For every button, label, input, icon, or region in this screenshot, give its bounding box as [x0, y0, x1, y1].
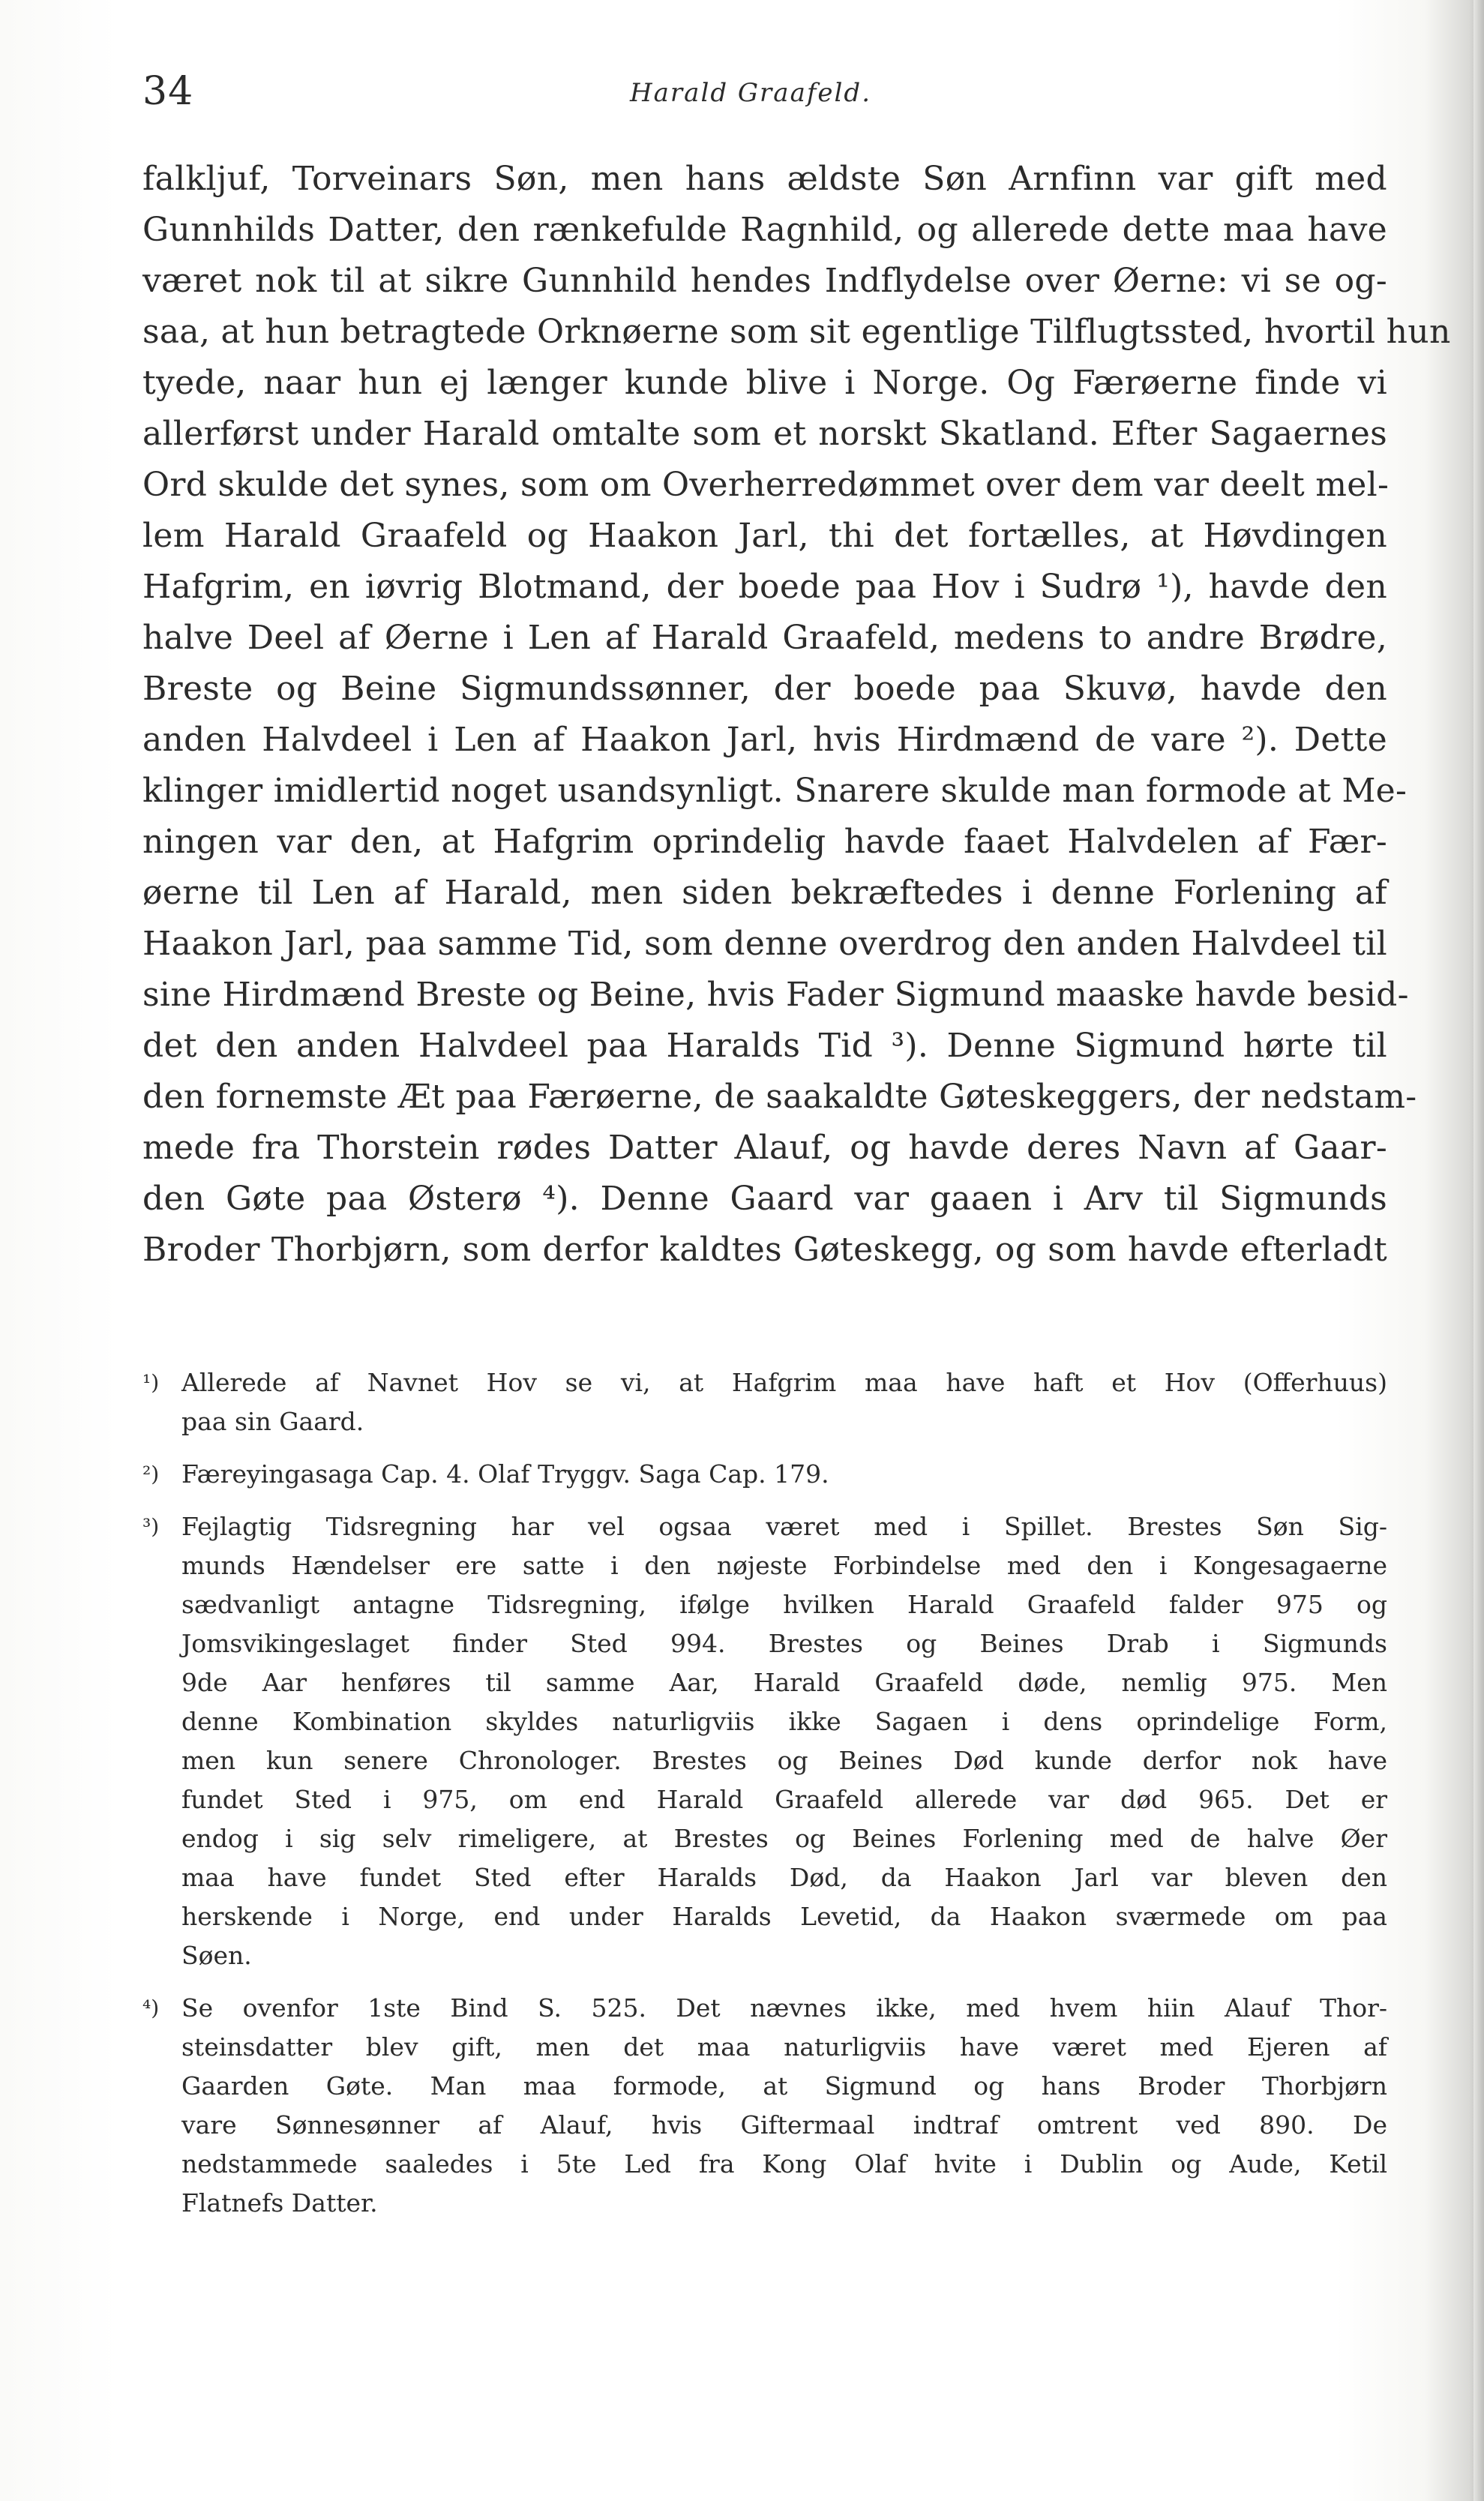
- footnote-line: Færeyingasaga Cap. 4. Olaf Tryggv. Saga Cap. 179.: [181, 1459, 829, 1489]
- footnote-line: denne Kombination skyldes naturligviis ikke Sagaen i dens oprindelige Form,: [181, 1707, 1387, 1736]
- footnote-line: steinsdatter blev gift, men det maa naturligviis have været med Ejeren af: [181, 2032, 1387, 2062]
- page-header: [142, 69, 1387, 129]
- footnote-line: sædvanligt antagne Tidsregning, ifølge hvilken Harald Graafeld falder 975 og: [181, 1590, 1387, 1619]
- text-line: Haakon Jarl, paa samme Tid, som denne overdrog den anden Halvdeel til: [142, 925, 1387, 963]
- footnote-line: men kun senere Chronologer. Brestes og Beines Død kunde derfor nok have: [181, 1746, 1387, 1775]
- footnote-4: [142, 1989, 1387, 2223]
- footnote-mark: ⁴): [142, 1996, 160, 2020]
- page-edge-shadow: [1474, 0, 1484, 2501]
- text-line: halve Deel af Øerne i Len af Harald Graafeld, medens to andre Brødre,: [142, 619, 1387, 657]
- main-text: [142, 154, 1451, 1276]
- footnote-line: endog i sig selv rimeligere, at Brestes og Beines Forlening med de halve Øer: [181, 1824, 1387, 1853]
- text-line: allerførst under Harald omtalte som et norskt Skatland. Efter Sagaernes: [142, 415, 1387, 453]
- footnote-mark: ¹): [142, 1370, 160, 1395]
- text-line: mede fra Thorstein rødes Datter Alauf, og havde deres Navn af Gaar-: [142, 1129, 1387, 1167]
- footnote-line: Fejlagtig Tidsregning har vel ogsaa været med i Spillet. Brestes Søn Sig-: [181, 1512, 1387, 1541]
- text-line: klinger imidlertid noget usandsynligt. Snarere skulde man formode at Me-: [142, 772, 1408, 810]
- footnote-line: Allerede af Navnet Hov se vi, at Hafgrim maa have haft et Hov (Offerhuus): [181, 1368, 1387, 1397]
- text-line: sine Hirdmænd Breste og Beine, hvis Fader Sigmund maaske havde besid-: [142, 976, 1409, 1014]
- footnote-line: vare Sønnesønner af Alauf, hvis Giftermaal indtraf omtrent ved 890. De: [181, 2110, 1387, 2140]
- text-line: øerne til Len af Harald, men siden bekræftedes i denne Forlening af: [142, 874, 1387, 912]
- text-line: det den anden Halvdeel paa Haralds Tid ³). Denne Sigmund hørte til: [142, 1027, 1387, 1065]
- footnotes: [142, 1363, 1387, 2236]
- text-line: ningen var den, at Hafgrim oprindelig havde faaet Halvdelen af Fær-: [142, 823, 1387, 861]
- text-line: falkljuf, Torveinars Søn, men hans ældste Søn Arnfinn var gift med: [142, 160, 1387, 198]
- footnote-mark: ³): [142, 1514, 160, 1539]
- text-line: anden Halvdeel i Len af Haakon Jarl, hvis Hirdmænd de vare ²). Dette: [142, 721, 1387, 759]
- footnote-line: maa have fundet Sted efter Haralds Død, da Haakon Jarl var bleven den: [181, 1863, 1387, 1892]
- text-line: Gunnhilds Datter, den rænkefulde Ragnhild, og allerede dette maa have: [142, 211, 1387, 249]
- text-line: Hafgrim, en iøvrig Blotmand, der boede paa Hov i Sudrø ¹), havde den: [142, 568, 1387, 606]
- footnote-3: [142, 1507, 1387, 1975]
- text-line: lem Harald Graafeld og Haakon Jarl, thi det fortælles, at Høvdingen: [142, 517, 1387, 555]
- text-line: Breste og Beine Sigmundssønner, der boede paa Skuvø, havde den: [142, 670, 1387, 708]
- footnote-1: [142, 1363, 1387, 1441]
- footnote-line: fundet Sted i 975, om end Harald Graafeld allerede var død 965. Det er: [181, 1785, 1387, 1814]
- footnote-line: Flatnefs Datter.: [181, 2188, 378, 2218]
- footnote-line: Jomsvikingeslaget finder Sted 994. Brestes og Beines Drab i Sigmunds: [181, 1629, 1387, 1658]
- text-line: Broder Thorbjørn, som derfor kaldtes Gøteskegg, og som havde efterladt: [142, 1231, 1387, 1269]
- text-line: Ord skulde det synes, som om Overherredømmet over dem var deelt mel-: [142, 466, 1390, 504]
- footnote-line: 9de Aar henføres til samme Aar, Harald Graafeld døde, nemlig 975. Men: [181, 1668, 1387, 1697]
- text-line: den fornemste Æt paa Færøerne, de saakaldte Gøteskeggers, der nedstam-: [142, 1078, 1417, 1116]
- footnote-mark: ²): [142, 1462, 160, 1486]
- text-line: den Gøte paa Østerø ⁴). Denne Gaard var gaaen i Arv til Sigmunds: [142, 1180, 1387, 1218]
- footnote-2: [142, 1455, 1387, 1494]
- footnote-line: Søen.: [181, 1941, 252, 1970]
- footnote-line: nedstammede saaledes i 5te Led fra Kong Olaf hvite i Dublin og Aude, Ketil: [181, 2149, 1387, 2179]
- running-head: Harald Graafeld.: [630, 78, 871, 108]
- text-line: tyede, naar hun ej længer kunde blive i Norge. Og Færøerne finde vi: [142, 364, 1387, 402]
- page-number: 34: [142, 69, 194, 114]
- footnote-line: herskende i Norge, end under Haralds Levetid, da Haakon sværmede om paa: [181, 1902, 1387, 1931]
- footnote-line: Se ovenfor 1ste Bind S. 525. Det nævnes ikke, med hvem hiin Alauf Thor-: [181, 1993, 1387, 2023]
- footnote-line: munds Hændelser ere satte i den nøjeste Forbindelse med den i Kongesagaerne: [181, 1551, 1387, 1580]
- text-line: saa, at hun betragtede Orknøerne som sit egentlige Tilflugtssted, hvortil hun: [142, 313, 1451, 351]
- footnote-line: paa sin Gaard.: [181, 1407, 364, 1436]
- footnote-line: Gaarden Gøte. Man maa formode, at Sigmund og hans Broder Thorbjørn: [181, 2071, 1387, 2101]
- text-line: været nok til at sikre Gunnhild hendes Indflydelse over Øerne: vi se og-: [142, 262, 1387, 300]
